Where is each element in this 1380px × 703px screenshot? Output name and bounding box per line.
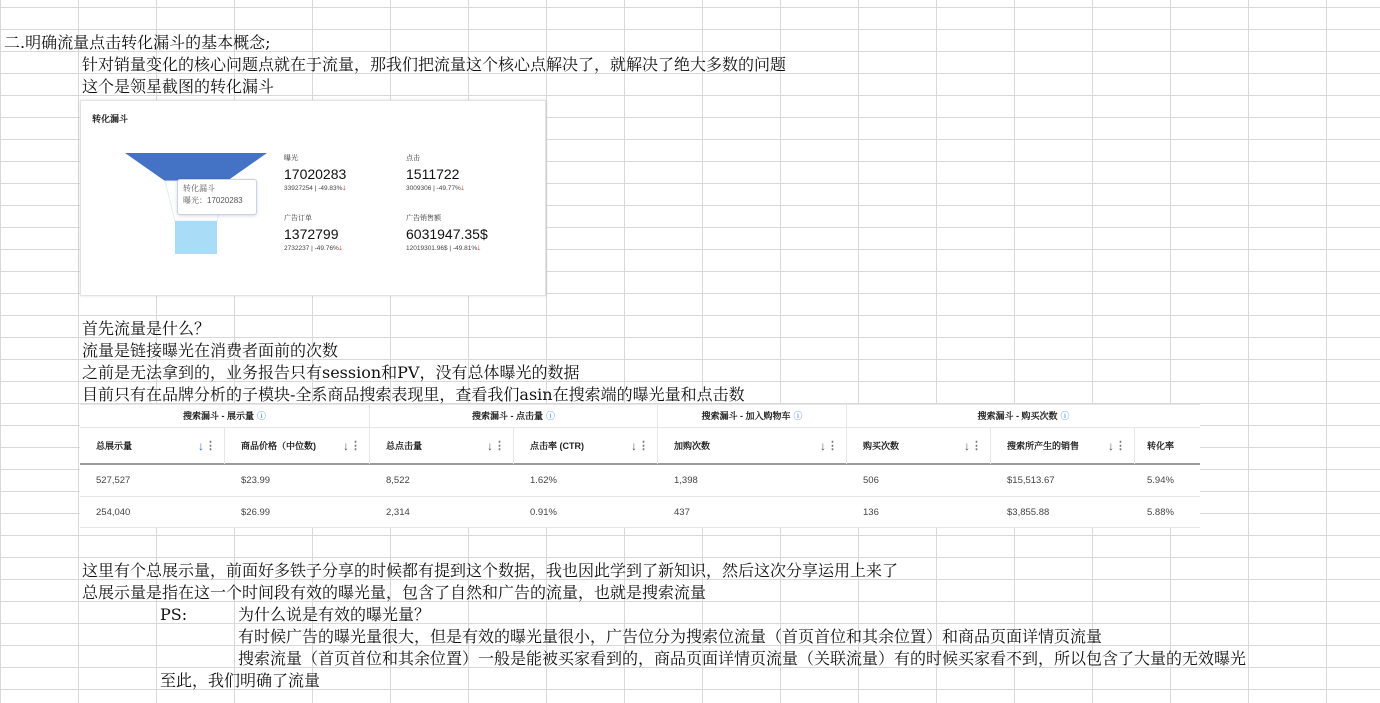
text-line: 至此，我们明确了流量 xyxy=(160,671,321,690)
column-header-add-to-cart[interactable]: 加购次数 ↓ ⋮ xyxy=(658,428,847,464)
text-line: 总展示量是指在这一个时间段有效的曝光量，包含了自然和广告的流量，也就是搜索流量 xyxy=(82,583,707,602)
metric-value: 6031947.35$ xyxy=(406,226,488,242)
metric-value: 17020283 xyxy=(284,166,347,182)
ps-label: PS: xyxy=(160,605,188,624)
more-options-icon[interactable]: ⋮ xyxy=(971,440,982,452)
cell: 254,040 xyxy=(96,507,131,518)
group-header-impressions: 搜索漏斗 - 展示量 ⓘ xyxy=(80,405,370,427)
metric-clicks xyxy=(406,153,464,195)
column-header-total-clicks[interactable]: 总点击量 ↓ ⋮ xyxy=(370,428,514,464)
sort-down-icon[interactable]: ↓ xyxy=(343,439,349,453)
cell: 2,314 xyxy=(386,507,410,518)
column-header-ctr[interactable]: 点击率 (CTR) ↓ ⋮ xyxy=(514,428,658,464)
metric-compare: 12019301.96$ | -49.81%🡓 xyxy=(406,245,481,252)
cell: $15,513.67 xyxy=(1007,475,1055,486)
text-line: 为什么说是有效的曝光量？ xyxy=(238,605,431,624)
metric-compare: 33927254 | -49.83%🡓 xyxy=(284,185,346,192)
column-header-search-sales[interactable]: 搜索所产生的销售 ↓ ⋮ xyxy=(991,428,1135,464)
metric-compare: 3009306 | -49.77%🡓 xyxy=(406,185,465,192)
column-header-total-impressions[interactable]: 总展示量 ↓ ⋮ xyxy=(80,428,225,464)
down-arrow-icon: 🡓 xyxy=(460,185,465,192)
metric-label: 点击 xyxy=(406,155,420,162)
text-line: 有时候广告的曝光量很大，但是有效的曝光量很小，广告位分为搜索位流量（首页首位和其余位置）和商品页面详情页流量 xyxy=(238,627,1103,646)
sort-down-icon[interactable]: ↓ xyxy=(1108,439,1114,453)
text-line: 这里有个总展示量，前面好多铁子分享的时候都有提到这个数据，我也因此学到了新知识，然后这次分享运用上来了 xyxy=(82,561,899,580)
cell: $26.99 xyxy=(241,507,271,518)
metric-label: 广告订单 xyxy=(284,215,312,222)
group-header-clicks: 搜索漏斗 - 点击量 ⓘ xyxy=(370,405,658,427)
cell: 8,522 xyxy=(386,475,410,486)
metric-compare: 2732237 | -49.76%🡓 xyxy=(284,245,343,252)
metric-ad-orders xyxy=(284,213,342,255)
table-row xyxy=(80,465,1200,497)
text-line: 这个是领星截图的转化漏斗 xyxy=(82,77,275,96)
tooltip-value: 曝光：17020283 xyxy=(183,196,243,205)
column-header-purchases[interactable]: 购买次数 ↓ ⋮ xyxy=(847,428,991,464)
funnel-card-title: 转化漏斗 xyxy=(92,114,129,124)
table-header-row xyxy=(80,427,1200,465)
tooltip-title: 转化漏斗 xyxy=(183,184,215,193)
metric-impressions xyxy=(284,153,346,195)
cell: 0.91% xyxy=(530,507,557,518)
down-arrow-icon: 🡓 xyxy=(342,185,346,192)
group-header-add-to-cart: 搜索漏斗 - 加入购物车 ⓘ xyxy=(658,405,847,427)
metric-value: 1511722 xyxy=(406,166,460,182)
more-options-icon[interactable]: ⋮ xyxy=(205,440,216,452)
cell: 1,398 xyxy=(674,475,698,486)
sort-down-icon[interactable]: ↓ xyxy=(487,439,493,453)
sort-down-icon[interactable]: ↓ xyxy=(631,439,637,453)
column-header-median-price[interactable]: 商品价格（中位数) ↓ ⋮ xyxy=(225,428,370,464)
cell: 437 xyxy=(674,507,690,518)
text-line: 针对销量变化的核心问题点就在于流量，那我们把流量这个核心点解决了，就解决了绝大多数的问题 xyxy=(82,55,787,74)
more-options-icon[interactable]: ⋮ xyxy=(827,440,838,452)
funnel-bottom-segment xyxy=(175,221,217,254)
text-line: 首先流量是什么？ xyxy=(82,319,211,338)
column-header-conversion-rate[interactable]: 转化率 xyxy=(1147,441,1175,451)
down-arrow-icon: 🡓 xyxy=(477,245,481,252)
text-line: 流量是链接曝光在消费者面前的次数 xyxy=(82,341,339,360)
table-row xyxy=(80,497,1200,529)
cell: $3,855.88 xyxy=(1007,507,1050,518)
text-line: 搜索流量（首页首位和其余位置）一般是能被买家看到的，商品页面详情页流量（关联流量）有的时候买家看不到，所以包含了大量的无效曝光 xyxy=(238,649,1247,668)
more-options-icon[interactable]: ⋮ xyxy=(350,440,361,452)
help-icon[interactable]: ⓘ xyxy=(256,411,266,421)
section-heading: 二.明确流量点击转化漏斗的基本概念; xyxy=(4,33,271,52)
sort-down-icon[interactable]: ↓ xyxy=(198,439,204,453)
text-line: 之前是无法拿到的，业务报告只有session和PV，没有总体曝光的数据 xyxy=(82,363,580,382)
metric-ad-sales xyxy=(406,213,488,255)
funnel-top-segment xyxy=(125,153,267,181)
metric-label: 广告销售额 xyxy=(406,215,441,222)
help-icon[interactable]: ⓘ xyxy=(545,411,555,421)
help-icon[interactable]: ⓘ xyxy=(1060,411,1070,421)
sort-down-icon[interactable]: ↓ xyxy=(964,439,970,453)
group-header-purchases: 搜索漏斗 - 购买次数 ⓘ xyxy=(977,411,1070,421)
cell: 506 xyxy=(863,475,879,486)
cell: $23.99 xyxy=(241,475,271,486)
cell: 5.94% xyxy=(1147,475,1174,486)
metric-value: 1372799 xyxy=(284,226,339,242)
cell: 1.62% xyxy=(530,475,557,486)
down-arrow-icon: 🡓 xyxy=(338,245,343,252)
search-funnel-table xyxy=(80,404,1200,528)
funnel-tooltip xyxy=(177,179,257,215)
more-options-icon[interactable]: ⋮ xyxy=(638,440,649,452)
sort-down-icon[interactable]: ↓ xyxy=(820,439,826,453)
more-options-icon[interactable]: ⋮ xyxy=(1115,440,1126,452)
more-options-icon[interactable]: ⋮ xyxy=(494,440,505,452)
text-line: 目前只有在品牌分析的子模块-全系商品搜索表现里，查看我们asin在搜索端的曝光量和点击数 xyxy=(82,385,745,404)
metric-label: 曝光 xyxy=(284,155,298,162)
help-icon[interactable]: ⓘ xyxy=(793,411,803,421)
cell: 136 xyxy=(863,507,879,518)
cell: 5.88% xyxy=(1147,507,1174,518)
cell: 527,527 xyxy=(96,475,131,486)
conversion-funnel-card xyxy=(80,100,546,296)
